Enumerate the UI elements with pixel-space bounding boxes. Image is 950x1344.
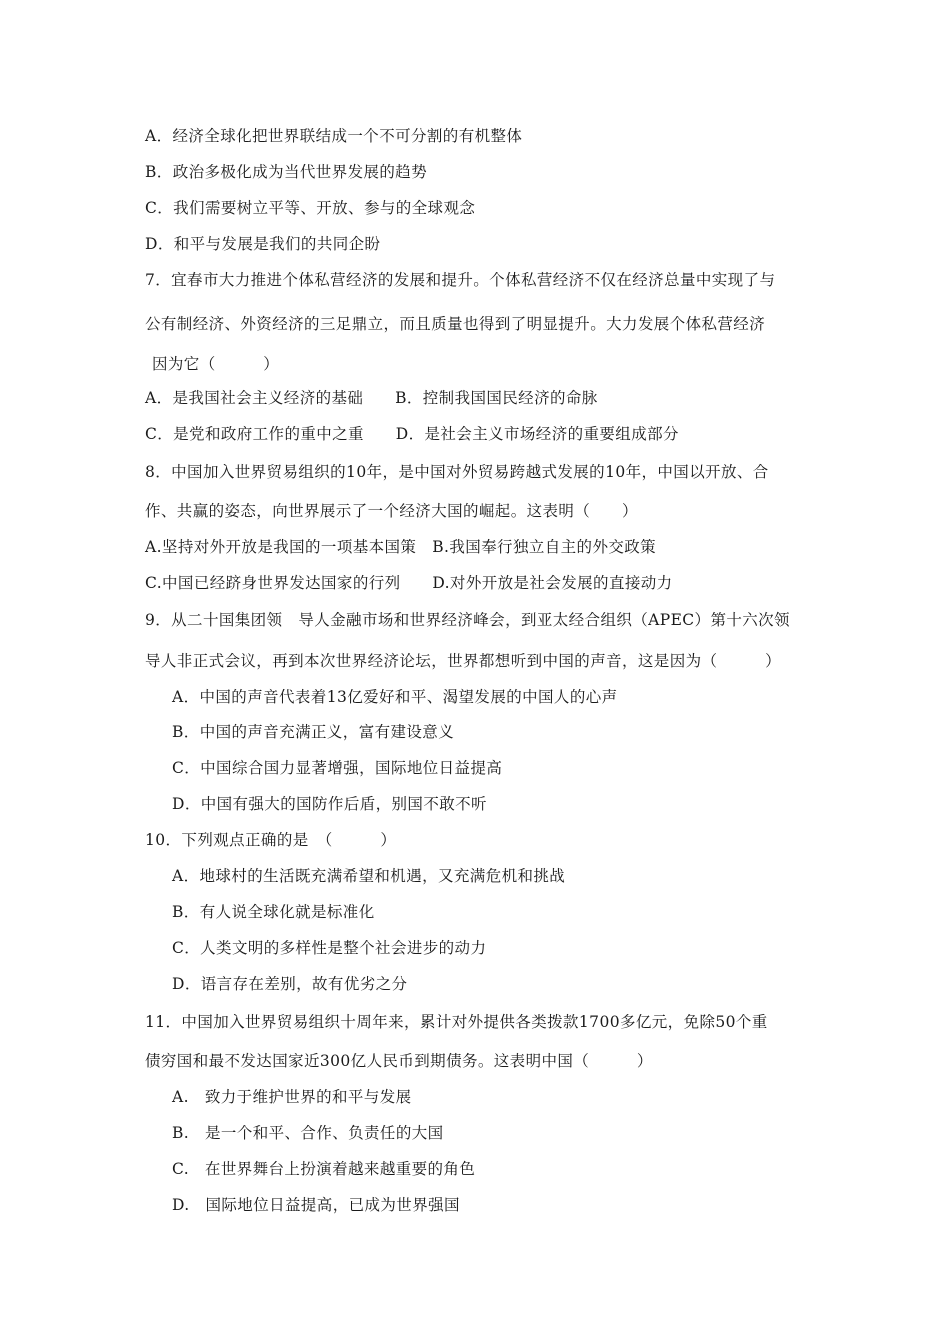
q11-option-d: D. 国际地位日益提高，已成为世界强国 [172,1196,460,1214]
q7-stem-line3: 因为它（ ） [152,355,280,373]
q9-option-c: C．中国综合国力显著增强，国际地位日益提高 [172,759,503,777]
q7-stem-line1: 7．宜春市大力推进个体私营经济的发展和提升。个体私营经济不仅在经济总量中实现了与 [145,271,776,289]
q11-option-b: B. 是一个和平、合作、负责任的大国 [172,1124,444,1142]
q8-stem-line2: 作、共赢的姿态，向世界展示了一个经济大国的崛起。这表明（ ） [145,502,638,520]
q8-options-cd: C.中国已经跻身世界发达国家的行列 D.对外开放是社会发展的直接动力 [145,574,673,592]
q7-options-cd: C．是党和政府工作的重中之重 D．是社会主义市场经济的重要组成部分 [145,425,679,443]
q8-stem-line1: 8．中国加入世界贸易组织的10年，是中国对外贸易跨越式发展的10年，中国以开放、合 [145,463,769,481]
q7-options-ab: A．是我国社会主义经济的基础 B．控制我国国民经济的命脉 [145,389,598,407]
q11-option-c: C. 在世界舞台上扮演着越来越重要的角色 [172,1160,476,1178]
q8-options-ab: A.坚持对外开放是我国的一项基本国策 B.我国奉行独立自主的外交政策 [145,538,657,556]
q9-stem-line1: 9．从二十国集团领 导人金融市场和世界经济峰会，到亚太经合组织（APEC）第十六次领 [145,611,790,629]
q7-stem-line2: 公有制经济、外资经济的三足鼎立，而且质量也得到了明显提升。大力发展个体私营经济 [145,315,766,333]
q10-option-c: C．人类文明的多样性是整个社会进步的动力 [172,939,487,957]
q11-option-a: A. 致力于维护世界的和平与发展 [172,1088,412,1106]
q11-stem-line1: 11．中国加入世界贸易组织十周年来，累计对外提供各类拨款1700多亿元，免除50个重 [145,1013,768,1031]
q6-option-d: D．和平与发展是我们的共同企盼 [145,235,381,253]
q9-option-a: A．中国的声音代表着13亿爱好和平、渴望发展的中国人的心声 [172,688,618,706]
q10-option-a: A．地球村的生活既充满希望和机遇，又充满危机和挑战 [172,867,566,885]
q9-option-b: B．中国的声音充满正义，富有建设意义 [172,723,455,741]
q9-option-d: D．中国有强大的国防作后盾，别国不敢不听 [172,795,487,813]
q10-stem: 10．下列观点正确的是 （ ） [145,831,397,849]
q6-option-b: B．政治多极化成为当代世界发展的趋势 [145,163,428,181]
q10-option-b: B．有人说全球化就是标准化 [172,903,375,921]
q6-option-c: C．我们需要树立平等、开放、参与的全球观念 [145,199,476,217]
q6-option-a: A．经济全球化把世界联结成一个不可分割的有机整体 [145,127,523,145]
q11-stem-line2: 债穷国和最不发达国家近300亿人民币到期债务。这表明中国（ ） [145,1052,653,1070]
q10-option-d: D．语言存在差别，故有优劣之分 [172,975,408,993]
q9-stem-line2: 导人非正式会议，再到本次世界经济论坛，世界都想听到中国的声音，这是因为（ ） [145,652,782,670]
